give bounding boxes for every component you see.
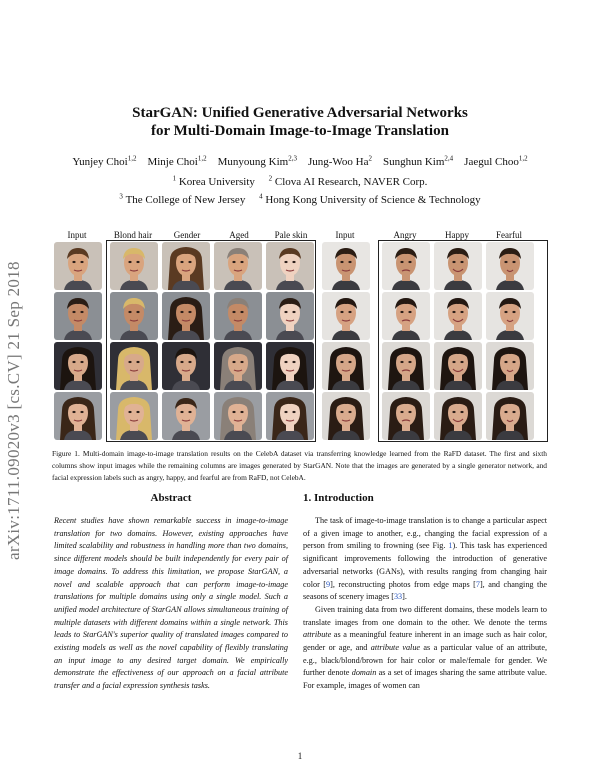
face-rafd-input-row-1 [322, 242, 370, 290]
introduction-text [303, 515, 547, 693]
face-blond-hair-row-2 [110, 292, 158, 340]
face-rafd-input-row-2 [322, 292, 370, 340]
fig-header-aged: Aged [229, 230, 249, 240]
face-fearful-row-4 [486, 392, 534, 440]
ref-33[interactable]: 33 [393, 592, 403, 602]
affiliations-line-2: $^3$ The College of New Jersey $^4$ Hong Kong University of Science & Technology [119, 192, 481, 206]
author-2: Minje Choi$^{1,2}$ [147, 154, 207, 168]
face-happy-row-3 [434, 342, 482, 390]
face-blond-hair-row-3 [110, 342, 158, 390]
fig-header-fearful: Fearful [496, 230, 522, 240]
fig-header-blond-hair: Blond hair [113, 230, 153, 240]
face-fearful-row-1 [486, 242, 534, 290]
fig-header-rafd-input: Input [335, 230, 355, 240]
fig-header-input: Input [67, 230, 87, 240]
author-6: Jaegul Choo$^{1,2}$ [464, 154, 528, 168]
paper-title-line-1: StarGAN: Unified Generative Adversarial Networks [132, 105, 468, 121]
face-gender-row-1 [162, 242, 210, 290]
ref-9[interactable]: 9 [326, 579, 331, 589]
face-input-row-3 [54, 342, 102, 390]
intro-paragraph-1: The task of image-to-image translation is to change a particular aspect of a given image to another, e.g., changing the facial expression of a person from smiling to frowning (see Fig. 1). This task has experienced significant improvements following the introduction of generative adversarial networks (GANs), with results ranging from changing hair color [9], reconstructing photos from edge maps [7], and changing the seasons of scenery images [33]. [303, 516, 547, 602]
fig-header-gender: Gender [173, 230, 201, 240]
face-pale-skin-row-1 [266, 242, 314, 290]
face-happy-row-2 [434, 292, 482, 340]
face-aged-row-2 [214, 292, 262, 340]
fig-header-angry: Angry [393, 230, 417, 240]
face-angry-row-1 [382, 242, 430, 290]
face-angry-row-2 [382, 292, 430, 340]
face-fearful-row-3 [486, 342, 534, 390]
paper-title-line-2: for Multi-Domain Image-to-Image Translation [151, 123, 449, 139]
face-aged-row-4 [214, 392, 262, 440]
fig-header-pale-skin: Pale skin [274, 230, 308, 240]
arxiv-stamp: arXiv:1711.09020v3 [cs.CV] 21 Sep 2018 [4, 261, 23, 560]
author-4: Jung-Woo Ha$^2$ [307, 154, 372, 168]
face-aged-row-3 [214, 342, 262, 390]
face-input-row-2 [54, 292, 102, 340]
face-gender-row-2 [162, 292, 210, 340]
face-input-row-4 [54, 392, 102, 440]
face-gender-row-3 [162, 342, 210, 390]
author-5: Sunghun Kim$^{2,4}$ [382, 154, 454, 168]
face-rafd-input-row-4 [322, 392, 370, 440]
figure-caption: Figure 1. Multi-domain image-to-image translation results on the CelebA dataset via transferring knowledge learned from the RaFD dataset. The first and sixth columns show input images while the remaining columns are images generated by StarGAN. Note that the images are generated by a single generator network, and facial expression labels such as angry, happy, and fearful are from RaFD, not CelebA. [52, 449, 547, 482]
face-angry-row-4 [382, 392, 430, 440]
face-happy-row-4 [434, 392, 482, 440]
face-pale-skin-row-3 [266, 342, 314, 390]
face-gender-row-4 [162, 392, 210, 440]
fig-header-happy: Happy [445, 230, 469, 240]
ref-fig-1[interactable]: 1 [448, 541, 453, 551]
affiliations-line-1: $^1$ Korea University $^2$ Clova AI Research, NAVER Corp. [172, 174, 428, 188]
introduction-heading: 1. Introduction [303, 492, 374, 504]
ref-7[interactable]: 7 [475, 579, 480, 589]
abstract-text: Recent studies have shown remarkable success in image-to-image translation for two domains. However, existing approaches have limited scalability and robustness in handling more than two domains, since different models should be built independently for every pair of image domains. To address this limitation, we propose StarGAN, a novel and scalable approach that can perform image-to-image translations for multiple domains using only a single model. Such a unified model architecture of StarGAN allows simultaneous training of multiple datasets with different domains within a single network. This leads to StarGAN's superior quality of translated images compared to existing models as well as the novel capability of flexibly translating an input image to any desired target domain. We empirically demonstrate the effectiveness of our approach on a facial attribute transfer and a facial expression synthesis tasks. [54, 516, 288, 691]
face-aged-row-1 [214, 242, 262, 290]
face-blond-hair-row-4 [110, 392, 158, 440]
page-number: 1 [297, 751, 303, 761]
abstract-heading: Abstract [150, 492, 192, 504]
face-input-row-1 [54, 242, 102, 290]
face-rafd-input-row-3 [322, 342, 370, 390]
face-pale-skin-row-4 [266, 392, 314, 440]
author-3: Munyoung Kim$^{2,3}$ [217, 154, 297, 168]
face-fearful-row-2 [486, 292, 534, 340]
face-happy-row-1 [434, 242, 482, 290]
face-pale-skin-row-2 [266, 292, 314, 340]
face-blond-hair-row-1 [110, 242, 158, 290]
author-1: Yunjey Choi$^{1,2}$ [72, 154, 137, 168]
intro-paragraph-2: Given training data from two different domains, these models learn to translate images from one domain to the other. We denote the terms attribute as a meaningful feature inherent in an image such as hair color, gender or age, and attribute value as a particular value of an attribute, e.g., black/blond/brown for hair color or male/female for gender. We further denote domain as a set of images sharing the same attribute value. For example, images of women can [303, 604, 547, 691]
face-angry-row-3 [382, 342, 430, 390]
author-list [0, 156, 600, 168]
